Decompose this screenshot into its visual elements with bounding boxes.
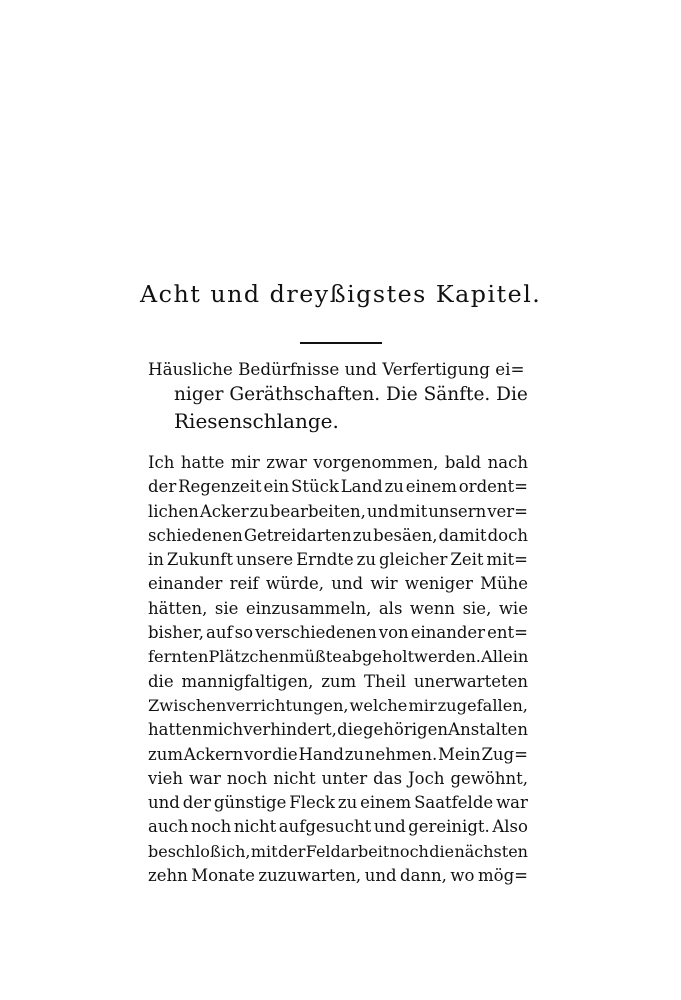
body-line: beschloß ich, mit der Feldarbeit noch die nächsten: [148, 841, 528, 861]
body-line: fernten Plätzchen müßte abgeholt werden. Allein: [148, 647, 529, 667]
summary-line: niger Geräthschaften. Die Sänfte. Die: [174, 384, 528, 405]
chapter-summary: [148, 356, 528, 434]
body-line: hatten mich verhindert, die gehörigen Anstalten: [148, 720, 528, 740]
body-line: und der günstige Fleck zu einem Saatfelde war: [148, 793, 528, 813]
summary-line: Riesenschlange.: [174, 409, 339, 433]
body-line: Zwischenverrichtungen, welche mir zugefallen,: [148, 695, 528, 715]
title-divider: [300, 342, 382, 344]
body-line: bisher, auf so verschiedenen von einander ent=: [148, 623, 528, 643]
body-line: einander reif würde, und wir weniger Mühe: [148, 574, 528, 594]
body-line: Ich hatte mir zwar vorgenommen, bald nach: [148, 453, 528, 472]
body-line: die mannigfaltigen, zum Theil unerwarteten: [148, 671, 528, 691]
body-line: auch noch nicht aufgesucht und gereinigt. Also: [148, 817, 528, 837]
body-text: [148, 451, 528, 888]
body-line: zum Ackern vor die Hand zu nehmen. Mein Zug=: [148, 744, 528, 764]
body-line: der Regenzeit ein Stück Land zu einem ordent=: [148, 477, 528, 497]
chapter-title: Acht und dreyßigstes Kapitel.: [140, 280, 542, 308]
summary-line: Häusliche Bedürfnisse und Verfertigung ei=: [148, 359, 525, 379]
body-line: hätten, sie einzusammeln, als wenn sie, wie: [148, 598, 528, 618]
body-line: zehn Monate zuzuwarten, und dann, wo mög=: [148, 866, 528, 886]
body-line: schiedenen Getreidarten zu besäen, damit doch: [148, 525, 528, 545]
body-line: vieh war noch nicht unter das Joch gewöhnt,: [148, 768, 528, 788]
body-line: in Zukunft unsere Erndte zu gleicher Zeit mit=: [148, 550, 528, 570]
body-line: lichen Acker zu bearbeiten, und mit unsern ver=: [148, 501, 528, 521]
